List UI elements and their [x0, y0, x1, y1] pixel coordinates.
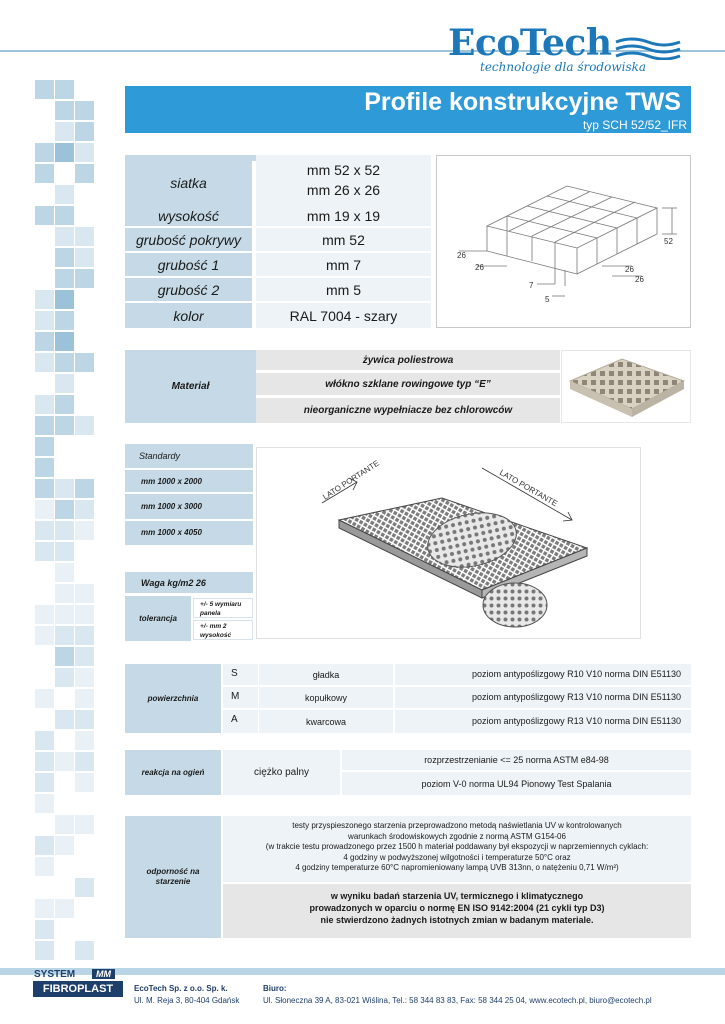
mosaic-tile [55, 290, 74, 309]
wave-icon [614, 36, 682, 60]
mosaic-tile [35, 143, 54, 162]
material-label-cell [125, 350, 256, 423]
mosaic-tile [55, 269, 74, 288]
dim-52: 52 [664, 237, 673, 246]
mosaic-tile [75, 815, 94, 834]
material-label: Materiał [171, 381, 210, 392]
mosaic-tile [55, 563, 74, 582]
fire-line-1: rozprzestrzenianie <= 25 norma ASTM e84-98 [342, 750, 691, 770]
company-name: EcoTech Sp. z o.o. Sp. k. [134, 984, 228, 993]
grating-drawing-svg [437, 156, 690, 327]
surface-name-a: kwarcowa [259, 710, 393, 733]
spec-label-height: wysokość [125, 205, 252, 226]
dim-7: 7 [529, 281, 534, 290]
panel-drawing [256, 447, 641, 639]
mosaic-tile [75, 353, 94, 372]
mosaic-tile [75, 584, 94, 603]
spec-value-thickness-2: mm 5 [256, 278, 431, 301]
mosaic-tile [55, 227, 74, 246]
mosaic-tile [55, 332, 74, 351]
mosaic-tile [55, 395, 74, 414]
mosaic-tile [75, 668, 94, 687]
mosaic-tile [55, 605, 74, 624]
mosaic-tile [35, 752, 54, 771]
lato-portante-2: LATO PORTANTE [498, 467, 559, 509]
mosaic-tile [35, 290, 54, 309]
weight-value: Waga kg/m2 26 [125, 572, 253, 593]
mosaic-tile [55, 206, 74, 225]
brand-name: EcoTech [448, 22, 612, 64]
spec-value-color: RAL 7004 - szary [256, 303, 431, 328]
mosaic-tile [55, 626, 74, 645]
surface-code-m: M [223, 687, 258, 708]
mosaic-tile [35, 500, 54, 519]
mosaic-tile [75, 521, 94, 540]
surface-code-s: S [223, 664, 258, 685]
mosaic-tile [75, 626, 94, 645]
surface-name-m: kopułkowy [259, 687, 393, 708]
mosaic-tile [35, 731, 54, 750]
surface-code-a: A [223, 710, 258, 733]
mosaic-tile [75, 731, 94, 750]
aging-result-2: prowadzonych w oparciu o normę EN ISO 9142:2004 (21 cykli typ D3) [309, 903, 605, 913]
mosaic-tile [55, 500, 74, 519]
mosaic-tile [55, 584, 74, 603]
mosaic-tile [55, 80, 74, 99]
aging-line-3: (w trakcie testu prowadzonego przez 1500 h materiał poddawany był ekspozycji w naprzemiennych cyklach: [265, 842, 649, 851]
surface-desc-a: poziom antypoślizgowy R13 V10 norma DIN E51130 [395, 710, 691, 733]
mosaic-tile [75, 500, 94, 519]
mosaic-tile [35, 332, 54, 351]
mosaic-tile [75, 164, 94, 183]
mosaic-tile [55, 668, 74, 687]
standards-header [125, 444, 253, 468]
material-item-3: nieorganiczne wypełniacze bez chlorowców [256, 398, 560, 423]
mosaic-tile [75, 227, 94, 246]
dim-5: 5 [545, 295, 550, 304]
mosaic-tile [35, 395, 54, 414]
mosaic-tile [35, 773, 54, 792]
standard-size-1: mm 1000 x 2000 [125, 470, 253, 492]
mosaic-tile [55, 248, 74, 267]
mosaic-tile [75, 605, 94, 624]
material-item-2: włókno szklane rowingowe typ “E” [256, 373, 560, 395]
spec-value-mesh-2: mm 26 x 26 [306, 182, 381, 198]
standards-label: Standardy [139, 451, 181, 461]
aging-line-1: testy przyspieszonego starzenia przeprowadzono metodą naświetlania UV w kontrolowanych [292, 821, 622, 830]
page-title: Profile konstrukcyjne TWS [364, 88, 681, 116]
grating-photo-svg [562, 351, 690, 422]
fire-value: ciężko palny [223, 750, 340, 795]
spec-label-thickness-2: grubość 2 [125, 278, 252, 301]
fire-label-cell [125, 750, 221, 795]
company-address: Ul. M. Reja 3, 80-404 Gdańsk [134, 996, 240, 1005]
mosaic-tile [55, 521, 74, 540]
panel-drawing-svg [257, 448, 640, 638]
tolerance-label: tolerancja [139, 614, 177, 623]
aging-line-5: 4 godziny temperaturze 60°C napromieniowany lampą UVB 313nn, o natężeniu 0,71 W/m²) [295, 863, 619, 872]
mosaic-tile [55, 122, 74, 141]
mosaic-tile [75, 248, 94, 267]
mosaic-tile [75, 101, 94, 120]
mosaic-tile [55, 542, 74, 561]
mosaic-tile [55, 353, 74, 372]
fibroplast-logo [30, 968, 125, 1018]
spec-value-mesh-1: mm 52 x 52 [306, 162, 381, 178]
aging-line-2: warunkach środowiskowych zgodnie z normą ASTM G154-06 [348, 831, 566, 841]
mosaic-tile [75, 122, 94, 141]
surface-desc-m: poziom antypoślizgowy R13 V10 norma DIN E51130 [395, 687, 691, 708]
mosaic-tile [35, 80, 54, 99]
surface-label: powierzchnia [147, 694, 199, 703]
mosaic-tile [35, 164, 54, 183]
mosaic-tile [35, 416, 54, 435]
mosaic-tile [35, 857, 54, 876]
spec-value-height: mm 19 x 19 [256, 205, 431, 226]
fire-line-2: poziom V-0 norma UL94 Pionowy Test Spalania [342, 772, 691, 795]
mosaic-tile [55, 143, 74, 162]
spec-label-mesh: siatka [125, 161, 252, 205]
mosaic-tile [55, 836, 74, 855]
spec-value-thickness-1: mm 7 [256, 253, 431, 276]
dim-26-d: 26 [635, 275, 644, 284]
mosaic-tile [35, 458, 54, 477]
tolerance-panel: +/- 5 wymiaru panela [193, 598, 253, 618]
material-item-1: żywica poliestrowa [256, 350, 560, 370]
dim-26-a: 26 [457, 251, 466, 260]
mosaic-tile [35, 920, 54, 939]
mosaic-tile [55, 647, 74, 666]
mosaic-tile [55, 815, 74, 834]
fire-label: reakcja na ogień [141, 768, 205, 777]
mosaic-tile [35, 479, 54, 498]
mosaic-tile [75, 773, 94, 792]
system-label: SYSTEM [34, 969, 76, 980]
dim-26-b: 26 [475, 263, 484, 272]
mosaic-tile [35, 794, 54, 813]
mosaic-tile [55, 374, 74, 393]
tolerance-label-cell [125, 596, 191, 641]
mosaic-tile [35, 311, 54, 330]
mosaic-tile [55, 311, 74, 330]
spec-label-thickness-1: grubość 1 [125, 253, 252, 276]
mosaic-tile [35, 899, 54, 918]
spec-label-cover: grubość pokrywy [125, 228, 252, 251]
mosaic-tile [55, 899, 74, 918]
surface-label-cell [125, 664, 221, 733]
mosaic-tile [75, 416, 94, 435]
mosaic-tile [35, 521, 54, 540]
page-subtitle: typ SCH 52/52_IFR [582, 118, 687, 132]
aging-line-4: 4 godziny w podwyższonej wilgotności i temperaturze 50°C oraz [343, 852, 571, 862]
mosaic-tile [35, 206, 54, 225]
mosaic-tile [75, 941, 94, 960]
office-details: Ul. Słoneczna 39 A, 83-021 Wiślina, Tel.: 58 344 83 83, Fax: 58 344 25 04, www.ecotech.pl, biuro@ecotech.pl [263, 996, 652, 1005]
mosaic-tile [35, 542, 54, 561]
standard-size-2: mm 1000 x 3000 [125, 494, 253, 519]
aging-label-cell [125, 816, 221, 938]
mosaic-tile [35, 605, 54, 624]
standard-size-3: mm 1000 x 4050 [125, 521, 253, 545]
grating-photo [561, 350, 691, 423]
mosaic-tile [35, 836, 54, 855]
ecotech-logo [448, 22, 688, 77]
mosaic-tile [35, 626, 54, 645]
spec-value-cover: mm 52 [256, 228, 431, 251]
mosaic-tile [35, 941, 54, 960]
fibroplast-label: FIBROPLAST [33, 981, 123, 997]
surface-name-s: gładka [259, 664, 393, 685]
mosaic-tile [75, 878, 94, 897]
spec-label-color: kolor [125, 303, 252, 328]
mosaic-tile [55, 752, 74, 771]
mosaic-tile [75, 647, 94, 666]
mosaic-tile [35, 689, 54, 708]
mosaic-tile [35, 353, 54, 372]
brand-tagline: technologie dla środowiska [480, 60, 647, 74]
mosaic-tile [75, 710, 94, 729]
mosaic-tile [75, 689, 94, 708]
mosaic-tile [35, 437, 54, 456]
lato-portante-1: LATO PORTANTE [321, 458, 381, 502]
mosaic-tile [75, 143, 94, 162]
mosaic-tile [75, 752, 94, 771]
mosaic-tile [55, 710, 74, 729]
aging-result-3: nie stwierdzono żadnych istotnych zmian w badanym materiale. [320, 915, 594, 925]
aging-label: odporność na starzenie [146, 867, 200, 886]
aging-description [223, 816, 691, 882]
tolerance-height: +/- mm 2 wysokość [193, 620, 253, 640]
spec-table [125, 155, 431, 328]
surface-desc-s: poziom antypoślizgowy R10 V10 norma DIN E51130 [395, 664, 691, 685]
dim-26-c: 26 [625, 265, 634, 274]
mosaic-tile [55, 185, 74, 204]
mosaic-tile [75, 479, 94, 498]
mm-mark: MM [92, 969, 115, 979]
mosaic-tile [55, 479, 74, 498]
mosaic-tile [55, 416, 74, 435]
mosaic-tile [75, 269, 94, 288]
aging-result-1: w wyniku badań starzenia UV, termicznego i klimatycznego [330, 891, 584, 901]
mosaic-tile [55, 101, 74, 120]
office-label: Biuro: [263, 984, 287, 993]
grating-drawing [436, 155, 691, 328]
spec-value-mesh [256, 161, 431, 205]
aging-result [223, 884, 691, 938]
